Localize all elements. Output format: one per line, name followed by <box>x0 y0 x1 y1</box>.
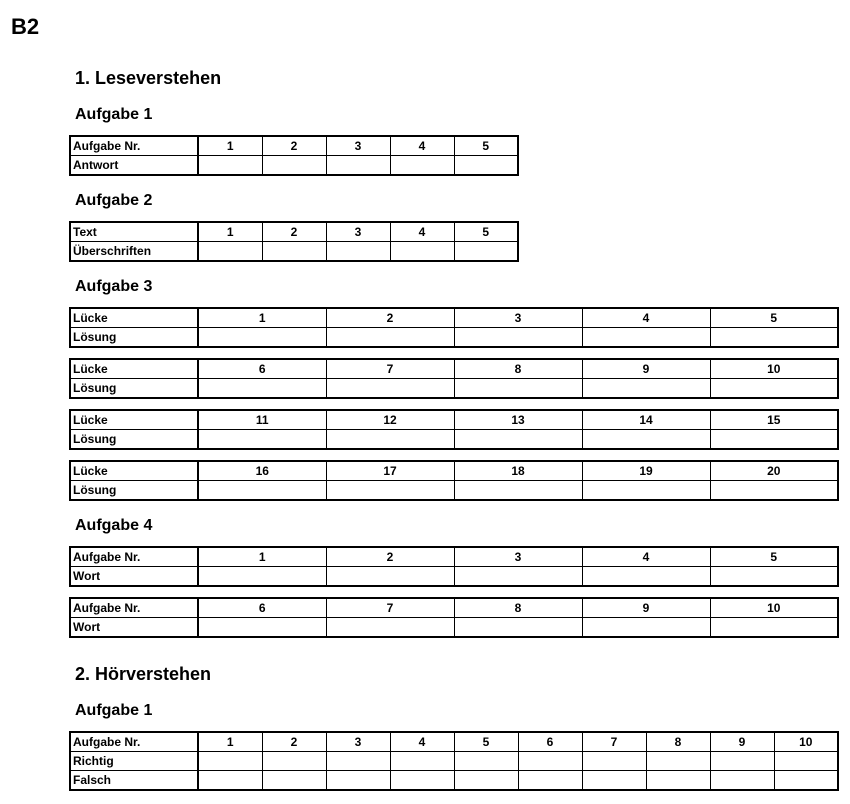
answer-cell[interactable] <box>774 771 838 791</box>
answer-table-lesen-aufgabe3-block4 <box>69 460 839 501</box>
answer-table-lesen-aufgabe3-block2 <box>69 358 839 399</box>
column-number: 7 <box>582 732 646 752</box>
column-number: 3 <box>326 136 390 156</box>
answer-cell[interactable] <box>198 618 326 638</box>
answer-table-lesen-aufgabe1 <box>69 135 519 176</box>
answer-cell[interactable] <box>454 379 582 399</box>
level-heading: B2 <box>11 14 40 39</box>
answer-cell[interactable] <box>454 567 582 587</box>
column-number: 7 <box>326 598 454 618</box>
answer-cell[interactable] <box>454 752 518 771</box>
table-row <box>70 598 838 618</box>
answer-cell[interactable] <box>198 156 262 176</box>
table-row <box>70 481 838 501</box>
answer-cell[interactable] <box>326 752 390 771</box>
column-number: 10 <box>710 359 838 379</box>
column-number: 3 <box>326 222 390 242</box>
row-label: Wort <box>70 618 198 638</box>
answer-cell[interactable] <box>262 771 326 791</box>
subtask-title: Aufgabe 1 <box>75 702 153 719</box>
answer-cell[interactable] <box>326 567 454 587</box>
answer-cell[interactable] <box>582 328 710 348</box>
column-number: 1 <box>198 308 326 328</box>
answer-cell[interactable] <box>198 379 326 399</box>
column-number: 18 <box>454 461 582 481</box>
answer-cell[interactable] <box>518 752 582 771</box>
answer-cell[interactable] <box>326 379 454 399</box>
row-label: Lösung <box>70 481 198 501</box>
column-number: 10 <box>710 598 838 618</box>
column-number: 4 <box>390 732 454 752</box>
row-label: Lücke <box>70 359 198 379</box>
table-row <box>70 752 838 771</box>
answer-cell[interactable] <box>326 618 454 638</box>
column-number: 4 <box>390 136 454 156</box>
answer-cell[interactable] <box>454 481 582 501</box>
column-number: 17 <box>326 461 454 481</box>
answer-table-lesen-aufgabe2 <box>69 221 519 262</box>
column-number: 3 <box>326 732 390 752</box>
column-number: 2 <box>262 136 326 156</box>
answer-cell[interactable] <box>582 430 710 450</box>
table-row <box>70 379 838 399</box>
column-number: 10 <box>774 732 838 752</box>
answer-cell[interactable] <box>390 242 454 262</box>
subtask-title: Aufgabe 1 <box>75 106 153 123</box>
column-number: 20 <box>710 461 838 481</box>
column-number: 6 <box>198 359 326 379</box>
answer-cell[interactable] <box>454 242 518 262</box>
column-number: 2 <box>326 547 454 567</box>
answer-cell[interactable] <box>390 156 454 176</box>
answer-cell[interactable] <box>198 771 262 791</box>
column-number: 9 <box>710 732 774 752</box>
row-label: Lücke <box>70 461 198 481</box>
column-number: 2 <box>326 308 454 328</box>
column-number: 11 <box>198 410 326 430</box>
answer-table-lesen-aufgabe4-block1 <box>69 546 839 587</box>
answer-cell[interactable] <box>326 328 454 348</box>
column-number: 2 <box>262 732 326 752</box>
answer-cell[interactable] <box>710 618 838 638</box>
answer-cell[interactable] <box>326 481 454 501</box>
column-number: 8 <box>646 732 710 752</box>
column-number: 12 <box>326 410 454 430</box>
column-number: 4 <box>390 222 454 242</box>
table-row <box>70 222 518 242</box>
column-number: 8 <box>454 359 582 379</box>
column-number: 13 <box>454 410 582 430</box>
row-label: Falsch <box>70 771 198 791</box>
row-label: Text <box>70 222 198 242</box>
answer-cell[interactable] <box>198 242 262 262</box>
column-number: 3 <box>454 308 582 328</box>
column-number: 1 <box>198 732 262 752</box>
section-title-leseverstehen: 1. Leseverstehen <box>75 68 222 88</box>
row-label: Aufgabe Nr. <box>70 547 198 567</box>
answer-cell[interactable] <box>454 771 518 791</box>
answer-cell[interactable] <box>198 481 326 501</box>
answer-cell[interactable] <box>326 771 390 791</box>
column-number: 16 <box>198 461 326 481</box>
table-row <box>70 732 838 752</box>
answer-cell[interactable] <box>198 430 326 450</box>
row-label: Aufgabe Nr. <box>70 732 198 752</box>
answer-table-lesen-aufgabe4-block2 <box>69 597 839 638</box>
column-number: 1 <box>198 136 262 156</box>
row-label: Aufgabe Nr. <box>70 598 198 618</box>
answer-cell[interactable] <box>710 328 838 348</box>
answer-cell[interactable] <box>262 242 326 262</box>
subtask-title: Aufgabe 3 <box>75 278 153 295</box>
table-row <box>70 328 838 348</box>
column-number: 5 <box>454 732 518 752</box>
answer-cell[interactable] <box>198 752 262 771</box>
row-label: Lösung <box>70 328 198 348</box>
column-number: 6 <box>518 732 582 752</box>
column-number: 5 <box>710 308 838 328</box>
answer-cell[interactable] <box>710 567 838 587</box>
table-row <box>70 430 838 450</box>
answer-table-lesen-aufgabe3-block3 <box>69 409 839 450</box>
column-number: 8 <box>454 598 582 618</box>
table-row <box>70 547 838 567</box>
table-row <box>70 359 838 379</box>
answer-cell[interactable] <box>198 328 326 348</box>
column-number: 1 <box>198 547 326 567</box>
table-row <box>70 242 518 262</box>
column-number: 19 <box>582 461 710 481</box>
table-row <box>70 308 838 328</box>
section-title-hoerverstehen: 2. Hörverstehen <box>75 664 212 684</box>
answer-cell[interactable] <box>390 752 454 771</box>
column-number: 4 <box>582 547 710 567</box>
answer-cell[interactable] <box>454 328 582 348</box>
answer-cell[interactable] <box>710 771 774 791</box>
subtask-title: Aufgabe 2 <box>75 192 153 209</box>
answer-cell[interactable] <box>390 771 454 791</box>
table-row <box>70 136 518 156</box>
answer-cell[interactable] <box>262 752 326 771</box>
row-label: Aufgabe Nr. <box>70 136 198 156</box>
column-number: 6 <box>198 598 326 618</box>
column-number: 5 <box>454 136 518 156</box>
answer-table-hoeren-aufgabe1 <box>69 731 839 791</box>
answer-cell[interactable] <box>710 379 838 399</box>
table-row <box>70 156 518 176</box>
row-label: Lücke <box>70 308 198 328</box>
answer-cell[interactable] <box>710 481 838 501</box>
column-number: 9 <box>582 359 710 379</box>
answer-cell[interactable] <box>710 752 774 771</box>
answer-cell[interactable] <box>774 752 838 771</box>
row-label: Lösung <box>70 379 198 399</box>
answer-cell[interactable] <box>582 771 646 791</box>
answer-cell[interactable] <box>582 618 710 638</box>
row-label: Überschriften <box>70 242 198 262</box>
answer-cell[interactable] <box>710 430 838 450</box>
table-row <box>70 461 838 481</box>
column-number: 5 <box>454 222 518 242</box>
answer-cell[interactable] <box>198 567 326 587</box>
table-row <box>70 567 838 587</box>
column-number: 9 <box>582 598 710 618</box>
column-number: 5 <box>710 547 838 567</box>
column-number: 2 <box>262 222 326 242</box>
answer-cell[interactable] <box>262 156 326 176</box>
answer-cell[interactable] <box>326 430 454 450</box>
row-label: Lösung <box>70 430 198 450</box>
column-number: 7 <box>326 359 454 379</box>
answer-cell[interactable] <box>454 156 518 176</box>
answer-cell[interactable] <box>646 771 710 791</box>
subtask-title: Aufgabe 4 <box>75 517 153 534</box>
answer-table-lesen-aufgabe3-block1 <box>69 307 839 348</box>
table-row <box>70 771 838 791</box>
answer-cell[interactable] <box>454 618 582 638</box>
answer-cell[interactable] <box>646 752 710 771</box>
table-row <box>70 618 838 638</box>
column-number: 14 <box>582 410 710 430</box>
row-label: Wort <box>70 567 198 587</box>
column-number: 1 <box>198 222 262 242</box>
column-number: 15 <box>710 410 838 430</box>
answer-cell[interactable] <box>326 156 390 176</box>
answer-cell[interactable] <box>518 771 582 791</box>
row-label: Lücke <box>70 410 198 430</box>
answer-cell[interactable] <box>582 379 710 399</box>
row-label: Antwort <box>70 156 198 176</box>
column-number: 4 <box>582 308 710 328</box>
answer-cell[interactable] <box>326 242 390 262</box>
row-label: Richtig <box>70 752 198 771</box>
table-row <box>70 410 838 430</box>
answer-cell[interactable] <box>582 481 710 501</box>
answer-cell[interactable] <box>582 752 646 771</box>
answer-cell[interactable] <box>582 567 710 587</box>
answer-cell[interactable] <box>454 430 582 450</box>
column-number: 3 <box>454 547 582 567</box>
